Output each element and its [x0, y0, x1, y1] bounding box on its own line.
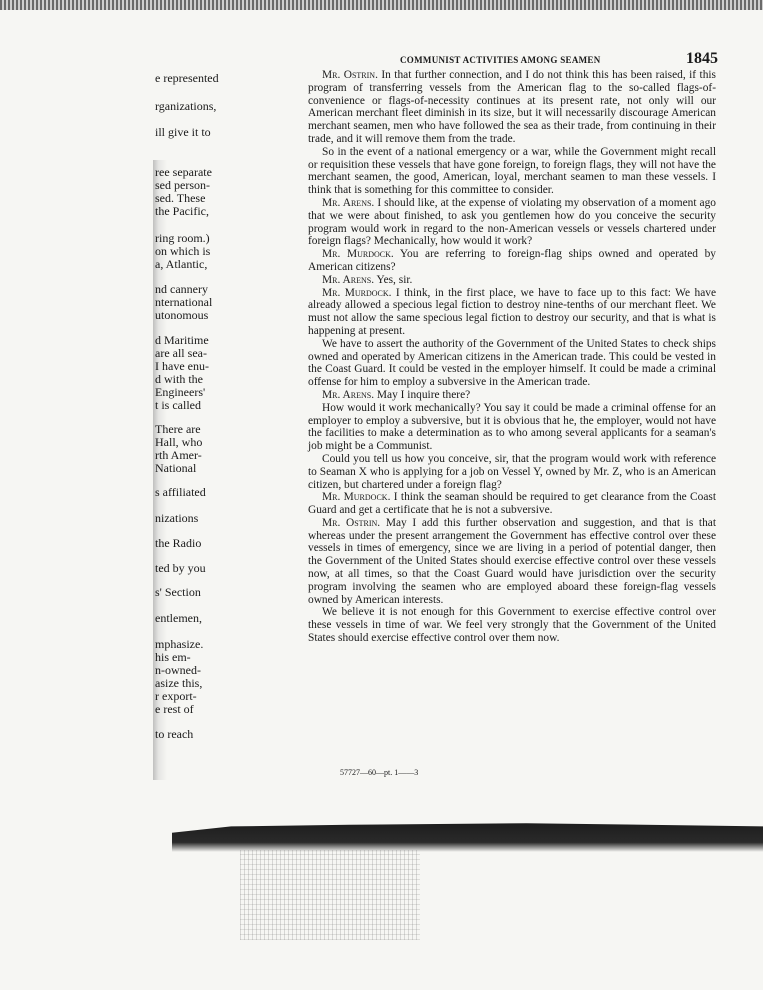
transcript-body [308, 69, 716, 645]
transcript-paragraph [308, 517, 716, 607]
scan-speckle-noise [240, 850, 420, 940]
running-head: COMMUNIST ACTIVITIES AMONG SEAMEN [400, 55, 601, 65]
transcript-paragraph [308, 197, 716, 248]
transcript-paragraph [308, 606, 716, 644]
prev-page-line: t is called [155, 398, 201, 412]
prev-page-line: sed. These [155, 191, 206, 205]
prev-page-line: the Radio [155, 536, 202, 550]
transcript-paragraph [308, 338, 716, 389]
speaker-name: Mr. Murdock. [322, 286, 392, 299]
prev-page-line: e represented [155, 72, 219, 85]
prev-page-line: Engineers' [155, 385, 206, 399]
paragraph-text: You are referring to foreign-flag ships owned and operated by American citizens? [308, 248, 716, 273]
paragraph-text: How would it work mechanically? You say it could be made a criminal offense for an employer to employ a subversive, but it is obvious that he, the employer, would not have the facilities to make a determination as to who among several applicants for a seaman's job might be a Communist. [308, 401, 716, 453]
prev-page-line: ring room.) [155, 231, 210, 245]
prev-page-line: n-owned- [155, 663, 201, 677]
prev-page-line: rth Amer- [155, 448, 202, 462]
speaker-name: Mr. Ostrin. [322, 69, 378, 81]
speaker-name: Mr. Arens. [322, 196, 375, 209]
page-number: 1845 [686, 50, 718, 67]
prev-page-line: r export- [155, 689, 197, 703]
prev-page-line: utonomous [155, 308, 209, 322]
paragraph-text: May I inquire there? [374, 388, 471, 401]
transcript-paragraph [308, 491, 716, 517]
paragraph-text: In that further connection, and I do not think this has been raised, if this program of transferring vessels from the American flag to the so-called flags-of-convenience or flags-of-necessity continues at its present rate, not only will our American merchant fleet diminish in its size, but it will necessarily discourage American merchant seamen, men who have followed the sea as their trade, from continuing in their trade, and it will remove them from the trade. [308, 69, 716, 145]
printer-footnote: 57727—60—pt. 1——3 [340, 768, 419, 777]
prev-page-line: rganizations, [155, 99, 217, 113]
prev-page-line: entlemen, [155, 611, 202, 625]
prev-page-line: ree separate [155, 165, 212, 179]
paragraph-text: Yes, sir. [374, 273, 413, 286]
speaker-name: Mr. Murdock. [322, 248, 394, 261]
prev-page-line: s affiliated [155, 485, 206, 499]
prev-page-line: s' Section [155, 585, 201, 599]
previous-page-fragment [155, 72, 250, 772]
paragraph-text: So in the event of a national emergency or a war, while the Government might recall or requisition these vessels that have gone foreign, to foreign flags, they will not have the merchant seamen, the good, American, loyal, merchant seamen to man these vessels. I think that is something for this committee to consider. [308, 145, 716, 197]
prev-page-line: nternational [155, 295, 213, 309]
prev-page-line: mphasize. [155, 637, 204, 651]
transcript-paragraph [308, 402, 716, 453]
prev-page-line: his em- [155, 650, 191, 664]
transcript-paragraph [308, 453, 716, 491]
transcript-paragraph [308, 389, 716, 402]
transcript-paragraph [308, 287, 716, 338]
prev-page-line: d with the [155, 372, 203, 386]
prev-page-line: nd cannery [155, 282, 208, 296]
scan-dark-smear [172, 820, 763, 852]
transcript-paragraph [308, 146, 716, 197]
prev-page-line: a, Atlantic, [155, 257, 208, 271]
prev-page-line: d Maritime [155, 333, 209, 347]
transcript-paragraph [308, 69, 716, 146]
prev-page-line: There are [155, 422, 201, 436]
prev-page-line: Hall, who [155, 435, 203, 449]
paragraph-text: We believe it is not enough for this Government to exercise effective control over these vessels in time of war. We feel very strongly that the Government of the United States should exercise effective control over them now. [308, 606, 716, 645]
paragraph-text: May I add this further observation and suggestion, and that is that whereas under the present arrangement the Government has effective control over these vessels in times of emergency, since we are living in a period of potential danger, then the Government of the United States should exercise effective control over these vessels now, at all times, so that the Coast Guard would have jurisdiction over the security program involving the seamen who are employed aboard these foreign-flag vessels owned by American interests. [308, 516, 717, 606]
paragraph-text: I should like, at the expense of violating my observation of a moment ago that we were about finished, to ask you gentlemen how do you conceive the security program would work in regard to the non-American vessels or vessels chartered under foreign flags? Mechanically, how would it work? [308, 196, 716, 248]
prev-page-line: the Pacific, [155, 204, 209, 218]
prev-page-line: ted by you [155, 561, 206, 575]
paragraph-text: Could you tell us how you conceive, sir, that the program would work with reference to Seaman X who is applying for a job on Vessel Y, owned by Mr. Z, who is an American citizen, but chartered under a foreign flag? [308, 452, 716, 491]
speaker-name: Mr. Murdock. [322, 491, 391, 504]
prev-page-line: sed person- [155, 178, 210, 192]
paragraph-text: I think the seaman should be required to get clearance from the Coast Guard and get a certificate that he is not a subversive. [308, 491, 716, 517]
prev-page-line: e rest of [155, 702, 194, 716]
prev-page-line: asize this, [155, 676, 203, 690]
speaker-name: Mr. Arens. [322, 273, 375, 286]
prev-page-line: on which is [155, 244, 211, 258]
prev-page-line: are all sea- [155, 346, 207, 360]
speaker-name: Mr. Ostrin. [322, 516, 381, 529]
prev-page-line: I have enu- [155, 359, 209, 373]
prev-page-line: nizations [155, 511, 199, 525]
prev-page-line: ill give it to [155, 125, 211, 139]
paragraph-text: We have to assert the authority of the Government of the United States to check ships owned and operated by American citizens in the American trade. This could be vested in the Coast Guard. It could be vested in the employer himself. It could be made a criminal offense for him to employ a subversive in the American trade. [308, 337, 716, 389]
speaker-name: Mr. Arens. [322, 388, 375, 401]
prev-page-line: to reach [155, 727, 194, 741]
paragraph-text: I think, in the first place, we have to face up to this fact: We have already allowed a specious legal fiction to destroy nine-tenths of our merchant fleet. We must not allow the same specious legal fiction to destroy our security, and that is what is happening at present. [308, 286, 717, 337]
transcript-paragraph [308, 274, 716, 287]
scan-top-edge [0, 0, 763, 10]
prev-page-line: National [155, 461, 197, 475]
transcript-paragraph [308, 248, 716, 274]
